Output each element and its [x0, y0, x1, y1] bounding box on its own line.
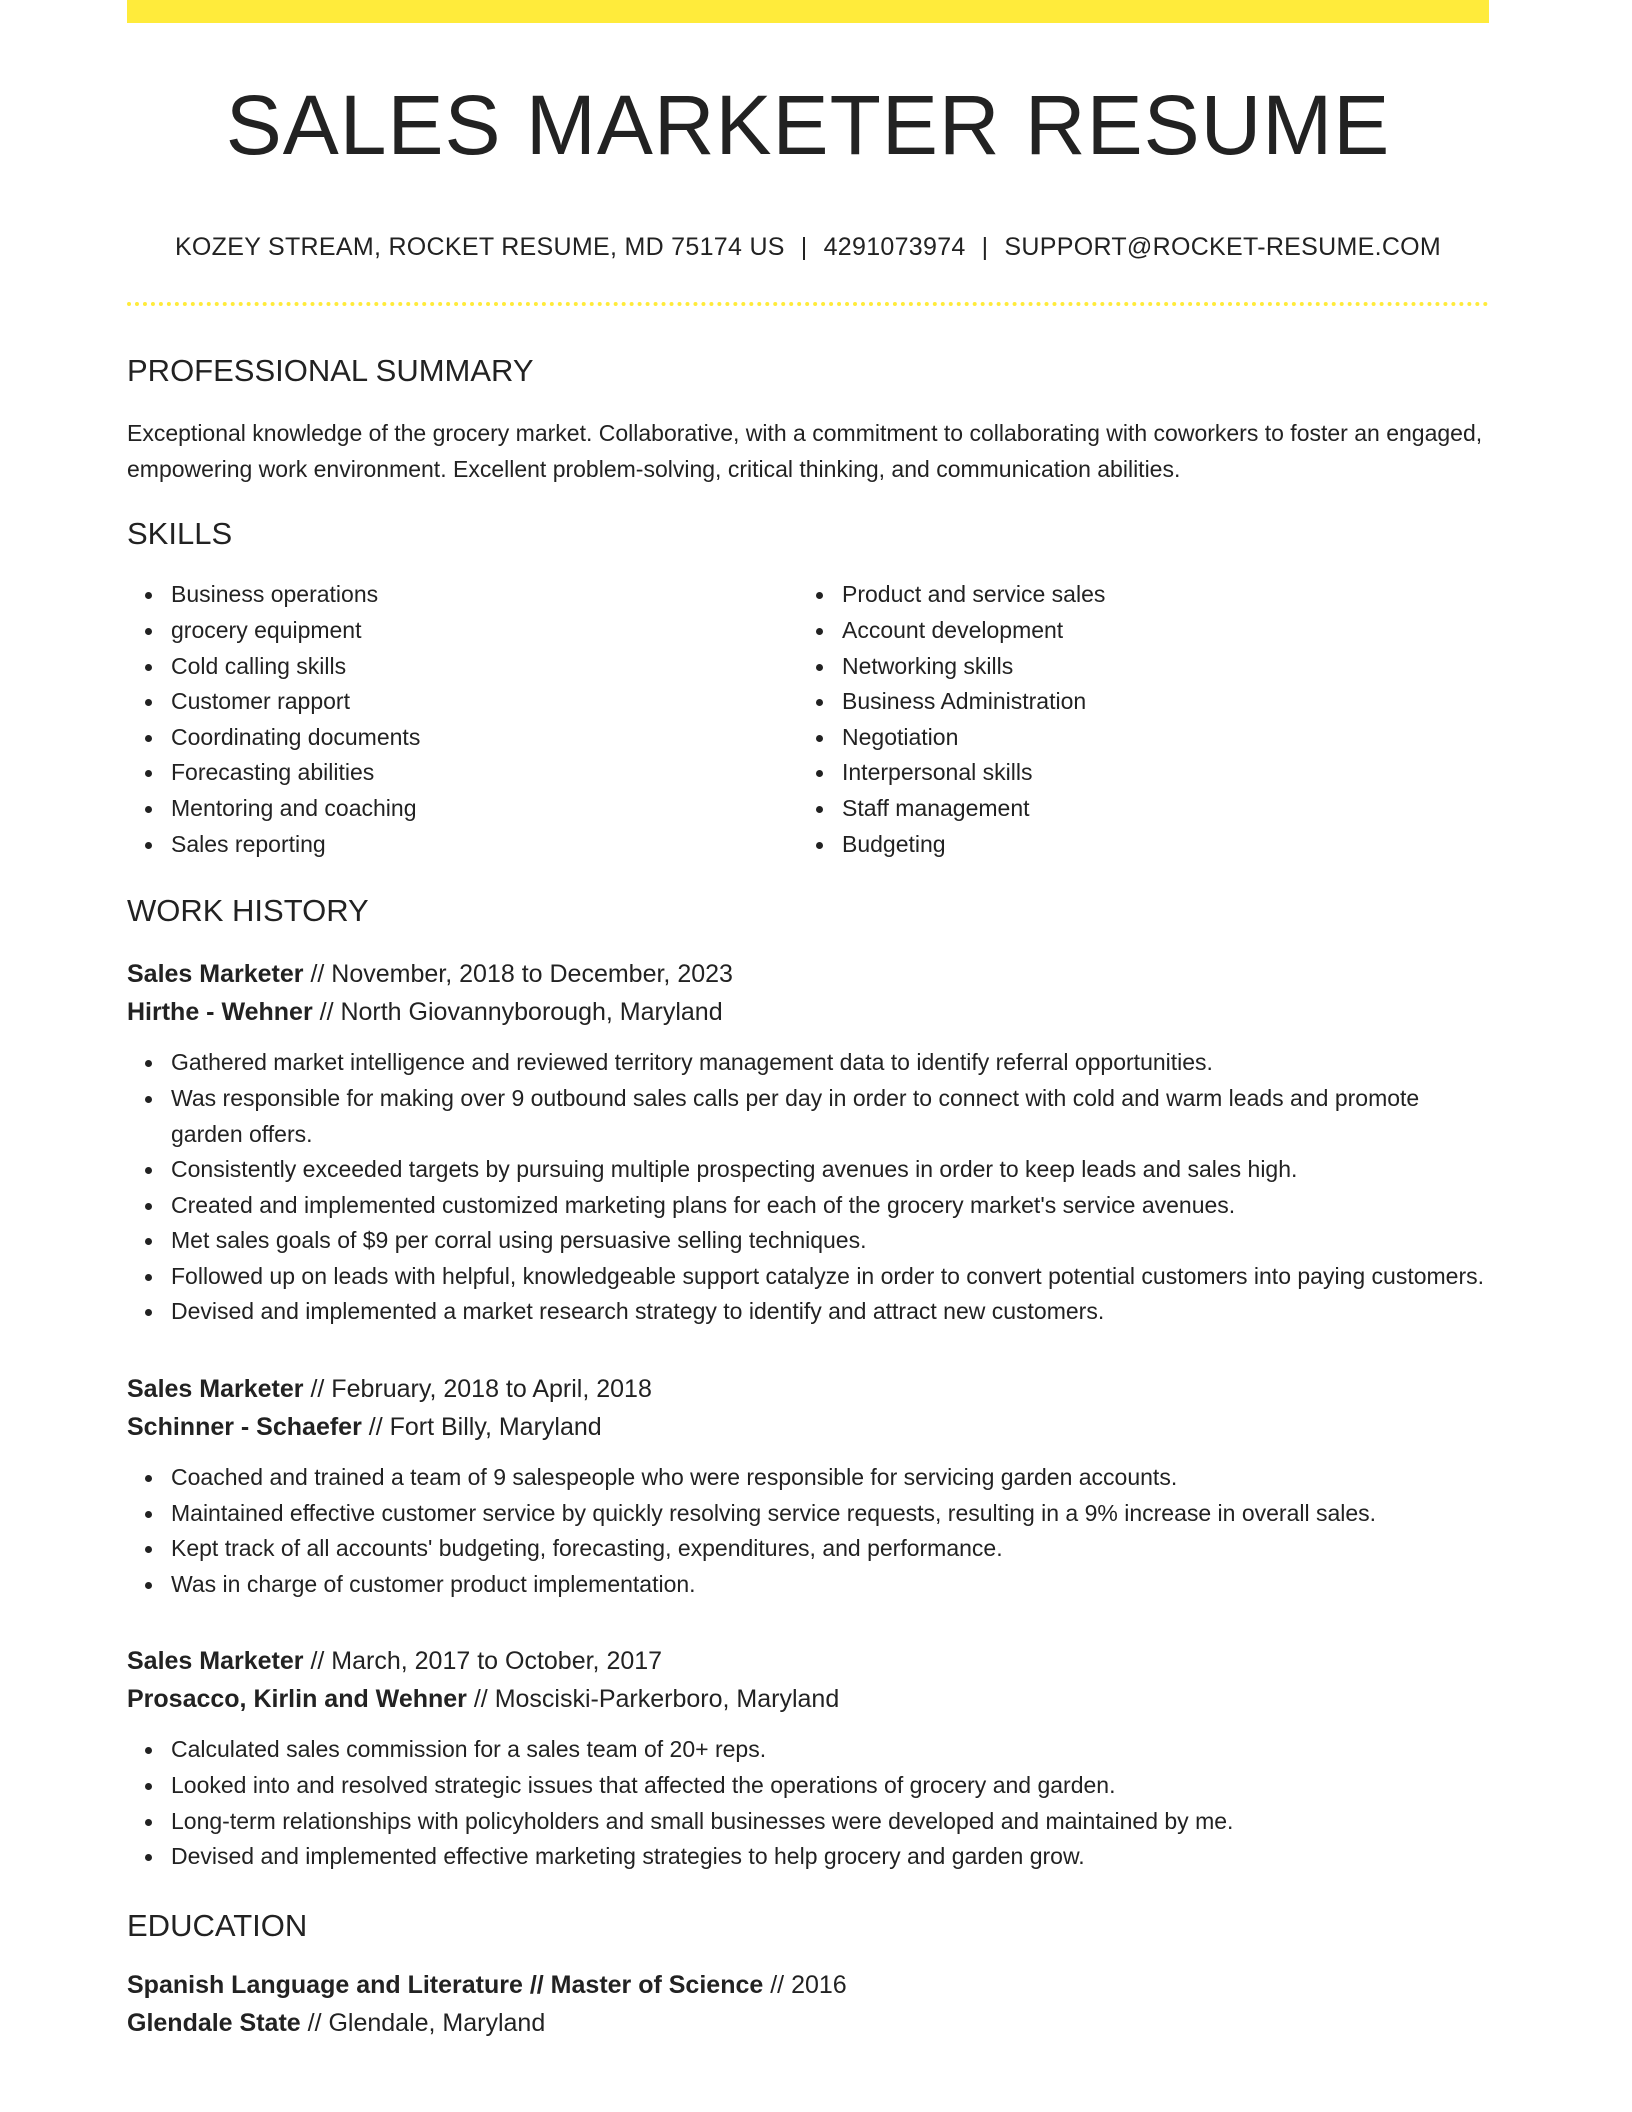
job-company-line — [127, 993, 1489, 1031]
job-dates: // February, 2018 to April, 2018 — [303, 1375, 652, 1404]
job-dates: // March, 2017 to October, 2017 — [303, 1647, 663, 1676]
job-company: Prosacco, Kirlin and Wehner — [127, 1685, 467, 1714]
job-company: Schinner - Schaefer — [127, 1413, 362, 1442]
job-dates: // November, 2018 to December, 2023 — [303, 960, 733, 989]
job-entry — [127, 955, 1489, 1330]
skills-column-right — [798, 577, 1489, 862]
skills-column-left — [127, 577, 798, 862]
job-title: Sales Marketer — [127, 1375, 304, 1404]
education-school-line — [127, 2004, 1489, 2042]
job-company-line — [127, 1680, 1489, 1718]
job-company-line — [127, 1408, 1489, 1446]
skill-item: Staff management — [842, 791, 1489, 827]
job-title-line — [127, 955, 1489, 993]
summary-heading: PROFESSIONAL SUMMARY — [127, 353, 534, 388]
contact-separator: | — [981, 233, 989, 261]
contact-email: SUPPORT@ROCKET-RESUME.COM — [1004, 233, 1442, 261]
skill-item: Cold calling skills — [171, 649, 798, 685]
job-bullet: Met sales goals of $9 per corral using persuasive selling techniques. — [171, 1223, 1489, 1259]
dotted-divider — [127, 302, 1489, 306]
education-entry — [127, 1966, 1489, 2042]
skill-item: Networking skills — [842, 649, 1489, 685]
job-title-line — [127, 1642, 1489, 1680]
job-bullet: Kept track of all accounts' budgeting, forecasting, expenditures, and performance. — [171, 1531, 1489, 1567]
skill-item: Coordinating documents — [171, 720, 798, 756]
resume-content — [127, 23, 1489, 2042]
summary-text: Exceptional knowledge of the grocery market. Collaborative, with a commitment to collaborating with coworkers to foster an engaged, empowering work environment. Excellent problem-solving, critical thinking, and communication abilities. — [127, 420, 1483, 483]
job-location: // Mosciski-Parkerboro, Maryland — [466, 1685, 840, 1714]
job-bullet: Was in charge of customer product implementation. — [171, 1567, 1489, 1603]
contact-address: KOZEY STREAM, ROCKET RESUME, MD 75174 US — [174, 233, 785, 261]
contact-separator: | — [800, 233, 808, 261]
job-title: Sales Marketer — [127, 1647, 304, 1676]
page-title: SALES MARKETER RESUME — [225, 78, 1391, 172]
education-degree-line — [127, 1966, 1489, 2004]
job-entry — [127, 1642, 1489, 1874]
skill-item: Mentoring and coaching — [171, 791, 798, 827]
job-bullet: Coached and trained a team of 9 salespeople who were responsible for servicing garden accounts. — [171, 1460, 1489, 1496]
skill-item: Budgeting — [842, 827, 1489, 863]
accent-top-bar — [127, 0, 1489, 23]
skill-item: Business operations — [171, 577, 798, 613]
contact-phone: 4291073974 — [823, 233, 966, 261]
job-entry — [127, 1370, 1489, 1602]
work-history-heading: WORK HISTORY — [127, 893, 369, 929]
skill-item: Interpersonal skills — [842, 755, 1489, 791]
skills-heading: SKILLS — [127, 516, 233, 552]
job-bullet: Was responsible for making over 9 outbound sales calls per day in order to connect with cold and warm leads and promote garden offers. — [171, 1081, 1489, 1152]
job-title-line — [127, 1370, 1489, 1408]
contact-line — [127, 233, 1489, 262]
education-school: Glendale State — [127, 2009, 301, 2037]
education-year: // 2016 — [763, 1971, 847, 1999]
job-title: Sales Marketer — [127, 960, 304, 989]
education-location: // Glendale, Maryland — [300, 2009, 546, 2037]
skill-item: Customer rapport — [171, 684, 798, 720]
education-heading: EDUCATION — [127, 1907, 308, 1943]
skills-list — [127, 577, 1489, 862]
job-bullet: Created and implemented customized marketing plans for each of the grocery market's service avenues. — [171, 1188, 1489, 1224]
job-location: // Fort Billy, Maryland — [361, 1413, 602, 1442]
skill-item: Negotiation — [842, 720, 1489, 756]
skill-item: Forecasting abilities — [171, 755, 798, 791]
job-bullet: Calculated sales commission for a sales team of 20+ reps. — [171, 1732, 1489, 1768]
skill-item: grocery equipment — [171, 613, 798, 649]
education-degree: Spanish Language and Literature // Master of Science — [127, 1971, 764, 1999]
job-bullet: Consistently exceeded targets by pursuing multiple prospecting avenues in order to keep leads and sales high. — [171, 1152, 1489, 1188]
job-location: // North Giovannyborough, Maryland — [312, 998, 723, 1027]
skill-item: Product and service sales — [842, 577, 1489, 613]
skill-item: Business Administration — [842, 684, 1489, 720]
job-bullet: Maintained effective customer service by quickly resolving service requests, resulting in a 9% increase in overall sales. — [171, 1496, 1489, 1532]
skill-item: Account development — [842, 613, 1489, 649]
job-bullet: Followed up on leads with helpful, knowledgeable support catalyze in order to convert potential customers into paying customers. — [171, 1259, 1489, 1295]
skill-item: Sales reporting — [171, 827, 798, 863]
job-bullet: Devised and implemented effective marketing strategies to help grocery and garden grow. — [171, 1839, 1489, 1875]
job-company: Hirthe - Wehner — [127, 998, 313, 1027]
job-bullet: Gathered market intelligence and reviewed territory management data to identify referral opportunities. — [171, 1045, 1489, 1081]
job-bullet: Looked into and resolved strategic issues that affected the operations of grocery and garden. — [171, 1768, 1489, 1804]
job-bullet: Long-term relationships with policyholders and small businesses were developed and maintained by me. — [171, 1804, 1489, 1840]
job-bullet: Devised and implemented a market research strategy to identify and attract new customers. — [171, 1294, 1489, 1330]
